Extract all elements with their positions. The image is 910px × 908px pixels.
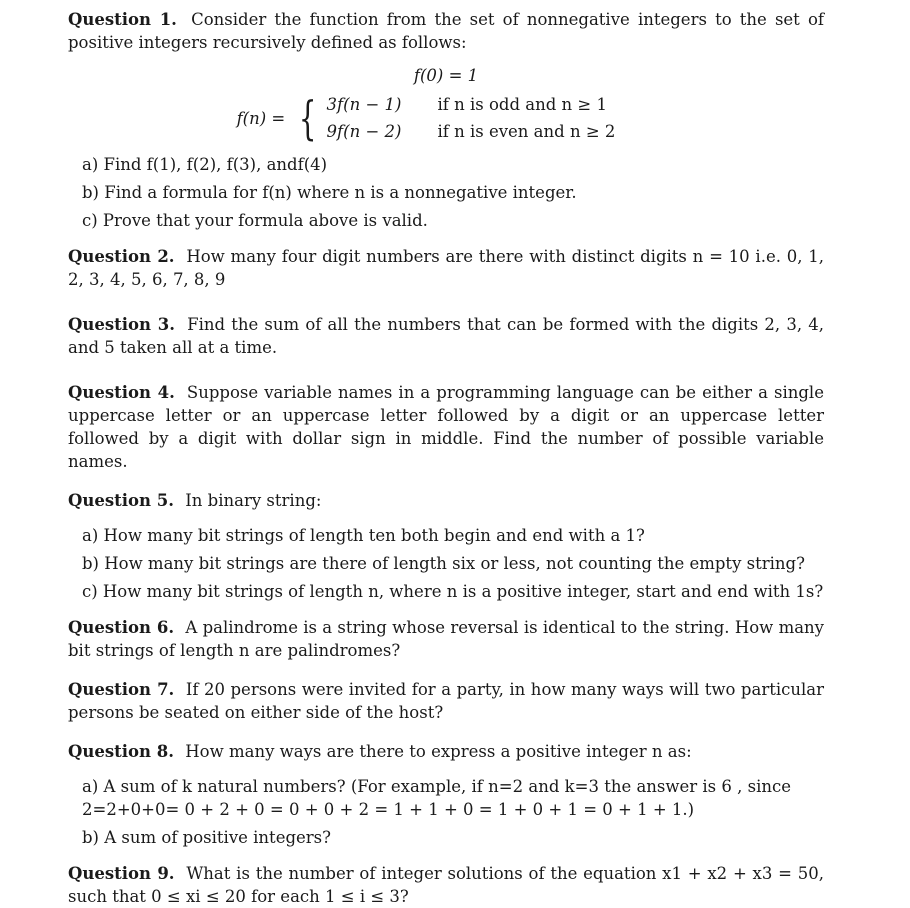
- piecewise-definition: [28, 93, 824, 143]
- question-6-heading: Question 6.: [68, 618, 175, 637]
- question-1-part-b: b) Find a formula for f(n) where n is a nonnegative integer.: [82, 183, 577, 202]
- question-1-text: Consider the function from the set of nonnegative integers to the set of positive integers recursively defined as follows:: [68, 10, 824, 52]
- question-7-text: If 20 persons were invited for a party, in how many ways will two particular persons be seated on either side of the host?: [68, 680, 824, 722]
- question-3-text: Find the sum of all the numbers that can be formed with the digits 2, 3, 4, and 5 taken all at a time.: [68, 315, 824, 357]
- case-2-expression: 9f(n − 2): [326, 122, 402, 141]
- question-6-text: A palindrome is a string whose reversal is identical to the string. How many bit strings of length n are palindromes?: [68, 618, 825, 660]
- question-1-part-a: a) Find f(1), f(2), f(3), andf(4): [82, 155, 328, 174]
- case-1-condition: if n is odd and n ≥ 1: [437, 95, 607, 114]
- case-2-condition: if n is even and n ≥ 2: [437, 122, 616, 141]
- question-8-part-b: b) A sum of positive integers?: [82, 828, 331, 847]
- question-7: [68, 678, 824, 724]
- question-5-part-a: a) How many bit strings of length ten both begin and end with a 1?: [82, 526, 645, 545]
- question-8: [68, 740, 824, 763]
- question-5-heading: Question 5.: [68, 491, 175, 510]
- question-8-text: How many ways are there to express a positive integer n as:: [185, 742, 692, 761]
- question-3: [68, 313, 824, 359]
- question-8-part-a: a) A sum of k natural numbers? (For example, if n=2 and k=3 the answer is 6 , since 2=2+0+0= 0 + 2 + 0 = 0 + 0 + 2 = 1 + 1 + 0 = 1 + 0 + 1 = 0 + 1 + 1.): [82, 777, 792, 819]
- question-5-part-b: b) How many bit strings are there of length six or less, not counting the empty string?: [82, 554, 805, 573]
- question-8-parts: [68, 773, 824, 852]
- question-2-heading: Question 2.: [68, 247, 175, 266]
- question-9-text: What is the number of integer solutions of the equation x1 + x2 + x3 = 50, such that 0 ≤ xi ≤ 20 for each 1 ≤ i ≤ 3?: [68, 864, 824, 906]
- question-5: [68, 489, 824, 512]
- case-1-expression: 3f(n − 1): [326, 95, 402, 114]
- question-1: [68, 8, 824, 54]
- base-case-equation: f(0) = 1: [413, 66, 479, 85]
- question-5-parts: [68, 522, 824, 606]
- question-1-heading: Question 1.: [68, 10, 177, 29]
- question-1-part-c: c) Prove that your formula above is valid.: [82, 211, 428, 230]
- question-4: [68, 381, 824, 473]
- question-6: [68, 616, 824, 662]
- question-8-heading: Question 8.: [68, 742, 175, 761]
- question-9: [68, 862, 824, 908]
- question-5-part-c: c) How many bit strings of length n, where n is a positive integer, start and end with 1s?: [82, 582, 824, 601]
- question-2-text: How many four digit numbers are there with distinct digits n = 10 i.e. 0, 1, 2, 3, 4, 5, 6, 7, 8, 9: [68, 247, 824, 289]
- question-5-text: In binary string:: [185, 491, 322, 510]
- document: [68, 8, 824, 908]
- question-9-heading: Question 9.: [68, 864, 175, 883]
- question-4-text: Suppose variable names in a programming language can be either a single uppercase letter or an uppercase letter followed by a digit or an uppercase letter followed by a digit with dollar sign in middle. Find the number of possible variable names.: [68, 383, 824, 471]
- piecewise-cases: [327, 93, 616, 143]
- left-brace-icon: {: [299, 91, 317, 145]
- question-3-heading: Question 3.: [68, 315, 175, 334]
- piecewise-lhs: f(n) =: [236, 108, 286, 128]
- question-4-heading: Question 4.: [68, 383, 175, 402]
- question-2: [68, 245, 824, 291]
- question-7-heading: Question 7.: [68, 680, 175, 699]
- question-1-parts: [68, 151, 824, 235]
